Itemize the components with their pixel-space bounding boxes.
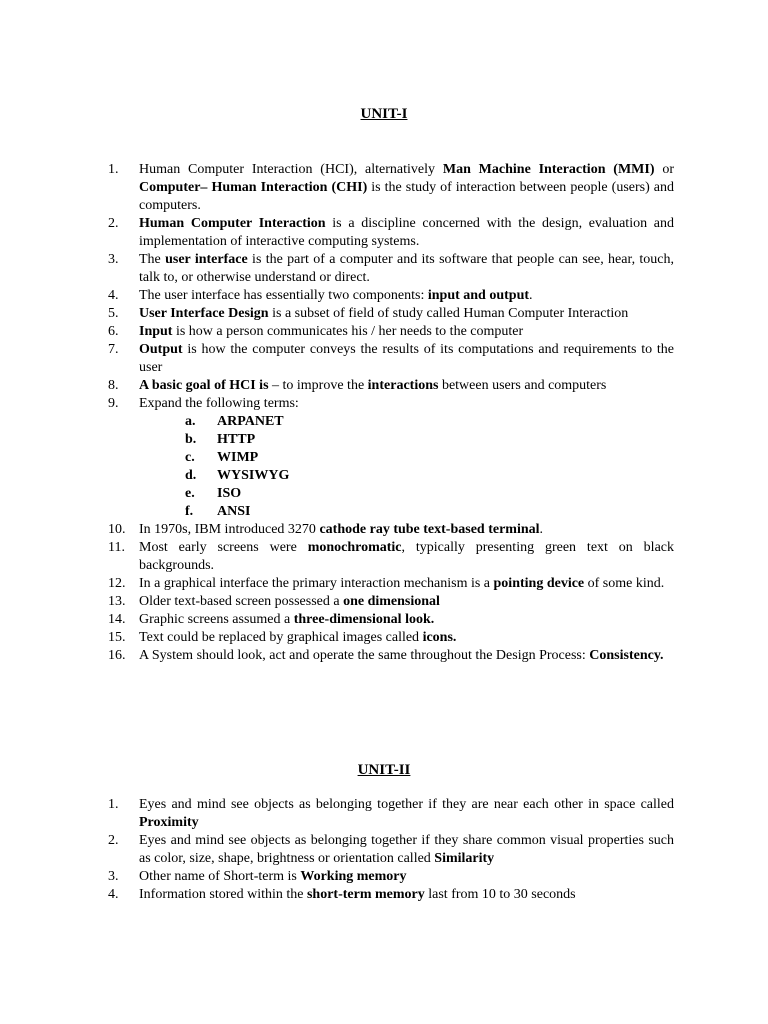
item-text: The user interface has essentially two components:: [139, 288, 428, 303]
bold-text: cathode ray tube text-based terminal: [319, 522, 540, 537]
sub-item-text: ARPANET: [217, 414, 284, 429]
bold-text: Working memory: [300, 869, 407, 884]
item-text: last from 10 to 30 seconds: [424, 887, 576, 902]
item-number: 8.: [108, 378, 119, 393]
item-text: Older text-based screen possessed a: [139, 594, 344, 609]
bold-text: User Interface Design: [139, 306, 269, 321]
item-text: Text could be replaced by graphical images called: [139, 630, 423, 645]
list-item: [108, 251, 674, 287]
bold-text: Man Machine Interaction (MMI): [442, 162, 655, 177]
bold-text: Input: [139, 324, 173, 339]
item-number: 14.: [108, 612, 126, 627]
item-text: or: [654, 162, 674, 177]
item-text: The: [139, 252, 166, 267]
item-text: In 1970s, IBM introduced 3270: [139, 522, 320, 537]
bold-text: pointing device: [493, 576, 585, 591]
bold-text: Proximity: [139, 815, 199, 830]
list-item: [108, 305, 674, 323]
list-item: [108, 287, 674, 305]
item-number: 1.: [108, 162, 119, 177]
list-item: [108, 647, 674, 665]
list-item: [108, 868, 674, 886]
bold-text: monochromatic: [307, 540, 402, 555]
item-text: Expand the following terms:: [139, 396, 299, 411]
item-text: Graphic screens assumed a: [139, 612, 294, 627]
unit-1-heading: UNIT-I: [360, 106, 408, 122]
item-number: 5.: [108, 306, 119, 321]
bold-text: icons.: [422, 630, 457, 645]
bold-text: input and output: [427, 288, 530, 303]
bold-text: Consistency.: [589, 648, 664, 663]
list-item: [108, 215, 674, 251]
item-number: 3.: [108, 252, 119, 267]
sub-item-text: ISO: [217, 486, 242, 501]
bold-text: short-term memory: [306, 887, 425, 902]
bold-text: Output: [139, 342, 183, 357]
item-number: 1.: [108, 797, 119, 812]
item-text: Human Computer Interaction (HCI), alternatively: [139, 162, 443, 177]
item-text: of some kind.: [584, 576, 665, 591]
list-item: [108, 593, 674, 611]
bold-text: Similarity: [434, 851, 495, 866]
sub-list-item: [185, 431, 674, 449]
bold-text: three-dimensional look.: [293, 612, 435, 627]
list-item: [108, 161, 674, 215]
unit-2-heading: UNIT-II: [357, 762, 411, 778]
list-item: [108, 377, 674, 395]
unit-1-list: [108, 161, 674, 665]
bold-text: one dimensional: [343, 594, 440, 609]
item-number: 2.: [108, 216, 119, 231]
sub-list: [139, 413, 674, 521]
item-number: 6.: [108, 324, 119, 339]
sub-list-item: [185, 485, 674, 503]
bold-text: user interface: [165, 252, 248, 267]
item-number: 4.: [108, 887, 119, 902]
sub-list-item: [185, 413, 674, 431]
sub-item-text: HTTP: [217, 432, 256, 447]
bold-text: Computer– Human Interaction (CHI): [139, 180, 368, 195]
sub-item-text: WIMP: [217, 450, 259, 465]
list-item: [108, 341, 674, 377]
sub-item-letter: c.: [185, 450, 195, 465]
unit-2-list: [108, 796, 674, 904]
item-text: is a subset of field of study called Human Computer Interaction: [268, 306, 629, 321]
list-item: [108, 629, 674, 647]
item-text: Information stored within the: [139, 887, 307, 902]
sub-item-text: WYSIWYG: [217, 468, 290, 483]
item-number: 13.: [108, 594, 126, 609]
item-text: is a discipline concerned with the design, evaluation and implementation of interactive computing systems.: [139, 216, 674, 249]
list-item: [108, 796, 674, 832]
item-text: – to improve the: [268, 378, 368, 393]
sub-list-item: [185, 449, 674, 467]
item-text: is how the computer conveys the results of its computations and requirements to the user: [139, 342, 674, 375]
sub-item-letter: d.: [185, 468, 197, 483]
sub-item-text: ANSI: [217, 504, 251, 519]
sub-item-letter: f.: [185, 504, 194, 519]
bold-text: A basic goal of HCI is: [139, 378, 269, 393]
item-text: is how a person communicates his / her needs to the computer: [172, 324, 524, 339]
bold-text: Human Computer Interaction: [139, 216, 326, 231]
item-number: 12.: [108, 576, 126, 591]
sub-list-item: [185, 467, 674, 485]
item-text: Other name of Short-term is: [139, 869, 301, 884]
list-item: [108, 886, 674, 904]
sub-item-letter: e.: [185, 486, 195, 501]
list-item: [108, 521, 674, 539]
item-text: is the study of interaction between people (users) and computers.: [139, 180, 674, 213]
bold-text: interactions: [367, 378, 439, 393]
item-number: 15.: [108, 630, 126, 645]
item-text: In a graphical interface the primary interaction mechanism is a: [139, 576, 494, 591]
item-number: 2.: [108, 833, 119, 848]
item-text: A System should look, act and operate the same throughout the Design Process:: [139, 648, 590, 663]
item-text: .: [529, 288, 533, 303]
list-item: [108, 832, 674, 868]
item-text: Eyes and mind see objects as belonging together if they are near each other in space called: [139, 797, 674, 812]
list-item: [108, 539, 674, 575]
item-number: 11.: [108, 540, 125, 555]
item-number: 3.: [108, 869, 119, 884]
sub-item-letter: a.: [185, 414, 196, 429]
list-item: [108, 611, 674, 629]
item-text: Most early screens were: [139, 540, 308, 555]
sub-list-item: [185, 503, 674, 521]
item-text: is the part of a computer and its software that people can see, hear, touch, talk to, or otherwise understand or direct.: [139, 252, 675, 285]
item-number: 7.: [108, 342, 119, 357]
item-text: , typically presenting green text on black backgrounds.: [139, 540, 674, 573]
list-item: [108, 575, 674, 593]
item-text: Eyes and mind see objects as belonging together if they share common visual properties such as color, size, shape, brightness or orientation called: [139, 833, 674, 866]
item-text: between users and computers: [438, 378, 607, 393]
list-item: [108, 323, 674, 341]
item-number: 9.: [108, 396, 119, 411]
item-text: .: [539, 522, 544, 537]
item-number: 16.: [108, 648, 126, 663]
item-number: 4.: [108, 288, 119, 303]
sub-item-letter: b.: [185, 432, 197, 447]
item-number: 10.: [108, 522, 126, 537]
list-item: [108, 395, 674, 521]
